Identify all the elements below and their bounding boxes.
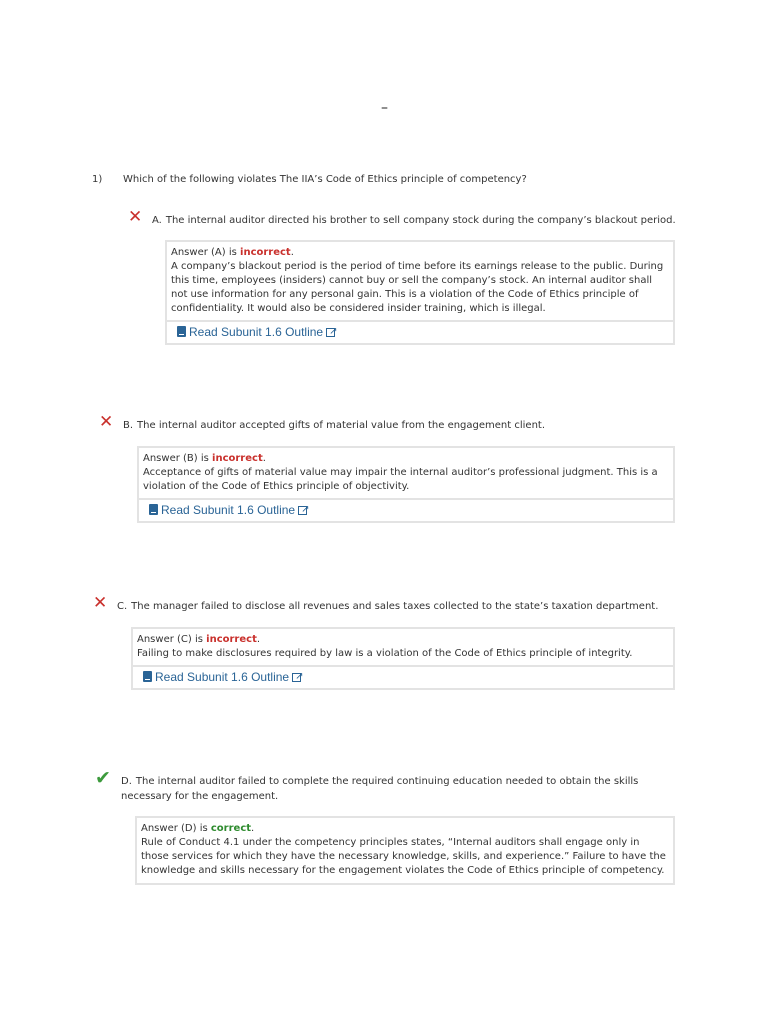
answer-explanation: Failing to make disclosures required by law is a violation of the Code of Ethics principle of integrity.	[137, 648, 633, 659]
choice-text: The internal auditor directed his brother to sell company stock during the company’s blackout period.	[165, 215, 676, 226]
choice-letter: C.	[117, 601, 128, 612]
answer-prefix: Answer (B) is	[143, 453, 209, 464]
answer-prefix: Answer (D) is	[141, 823, 208, 834]
read-outline-link[interactable]	[177, 325, 335, 339]
choice-text: The internal auditor accepted gifts of material value from the engagement client.	[137, 420, 546, 431]
choice-text: The manager failed to disclose all revenues and sales taxes collected to the state’s taxation department.	[131, 601, 659, 612]
read-outline-label: Read Subunit 1.6 Outline	[155, 670, 290, 684]
feedback-box-a	[165, 240, 675, 345]
answer-status: incorrect	[240, 247, 291, 258]
choice-a[interactable]	[152, 213, 676, 228]
x-mark-icon: ✕	[93, 593, 108, 613]
read-outline-link[interactable]	[143, 670, 301, 684]
choice-letter: B.	[123, 420, 134, 431]
feedback-box-b	[137, 446, 675, 523]
answer-prefix: Answer (A) is	[171, 247, 237, 258]
question-number: 1)	[92, 174, 103, 185]
status-suffix: .	[290, 247, 294, 258]
check-mark-icon: ✔	[95, 767, 111, 789]
feedback-box-c	[131, 627, 675, 690]
choice-d[interactable]	[121, 774, 671, 804]
answer-explanation: A company’s blackout period is the period of time before its earnings release to the public. During this time, employees (insiders) cannot buy or sell the company’s stock. An internal auditor shall not use information for any personal gain. This is a violation of the Code of Ethics principle of confidentiality. It would also be considered insider training, which is illegal.	[171, 261, 664, 314]
choice-letter: D.	[121, 776, 132, 787]
x-mark-icon: ✕	[128, 207, 143, 227]
read-outline-label: Read Subunit 1.6 Outline	[161, 503, 296, 517]
link-row	[139, 498, 673, 521]
external-link-icon	[326, 328, 335, 337]
read-outline-link[interactable]	[149, 503, 307, 517]
book-icon	[177, 326, 186, 337]
choice-letter: A.	[152, 215, 162, 226]
choice-c[interactable]	[117, 599, 658, 614]
x-mark-icon: ✕	[99, 412, 114, 432]
answer-explanation: Rule of Conduct 4.1 under the competency principles states, “Internal auditors shall engage only in those services for which they have the necessary knowledge, skills, and experience.” Failure to have the knowledge and skills necessary for the engagement violates the Code of Ethics principle of competency.	[141, 837, 666, 876]
answer-status: incorrect	[212, 453, 263, 464]
book-icon	[143, 671, 152, 682]
feedback-box-d	[135, 816, 675, 885]
link-row	[133, 665, 673, 688]
status-suffix: .	[251, 823, 255, 834]
choice-b[interactable]	[123, 418, 545, 433]
book-icon	[149, 504, 158, 515]
external-link-icon	[292, 673, 301, 682]
choice-text: The internal auditor failed to complete the required continuing education needed to obtain the skills necessary for the engagement.	[121, 776, 639, 802]
top-dash: –	[381, 100, 388, 116]
answer-status: correct	[210, 823, 252, 834]
question-text: Which of the following violates The IIA’s Code of Ethics principle of competency?	[123, 174, 527, 185]
external-link-icon	[298, 506, 307, 515]
answer-status: incorrect	[206, 634, 257, 645]
link-row	[167, 320, 673, 343]
read-outline-label: Read Subunit 1.6 Outline	[189, 325, 324, 339]
status-suffix: .	[262, 453, 266, 464]
status-suffix: .	[256, 634, 261, 645]
answer-explanation: Acceptance of gifts of material value may impair the internal auditor’s professional judgment. This is a violation of the Code of Ethics principle of objectivity.	[143, 467, 658, 492]
answer-prefix: Answer (C) is	[137, 634, 203, 645]
